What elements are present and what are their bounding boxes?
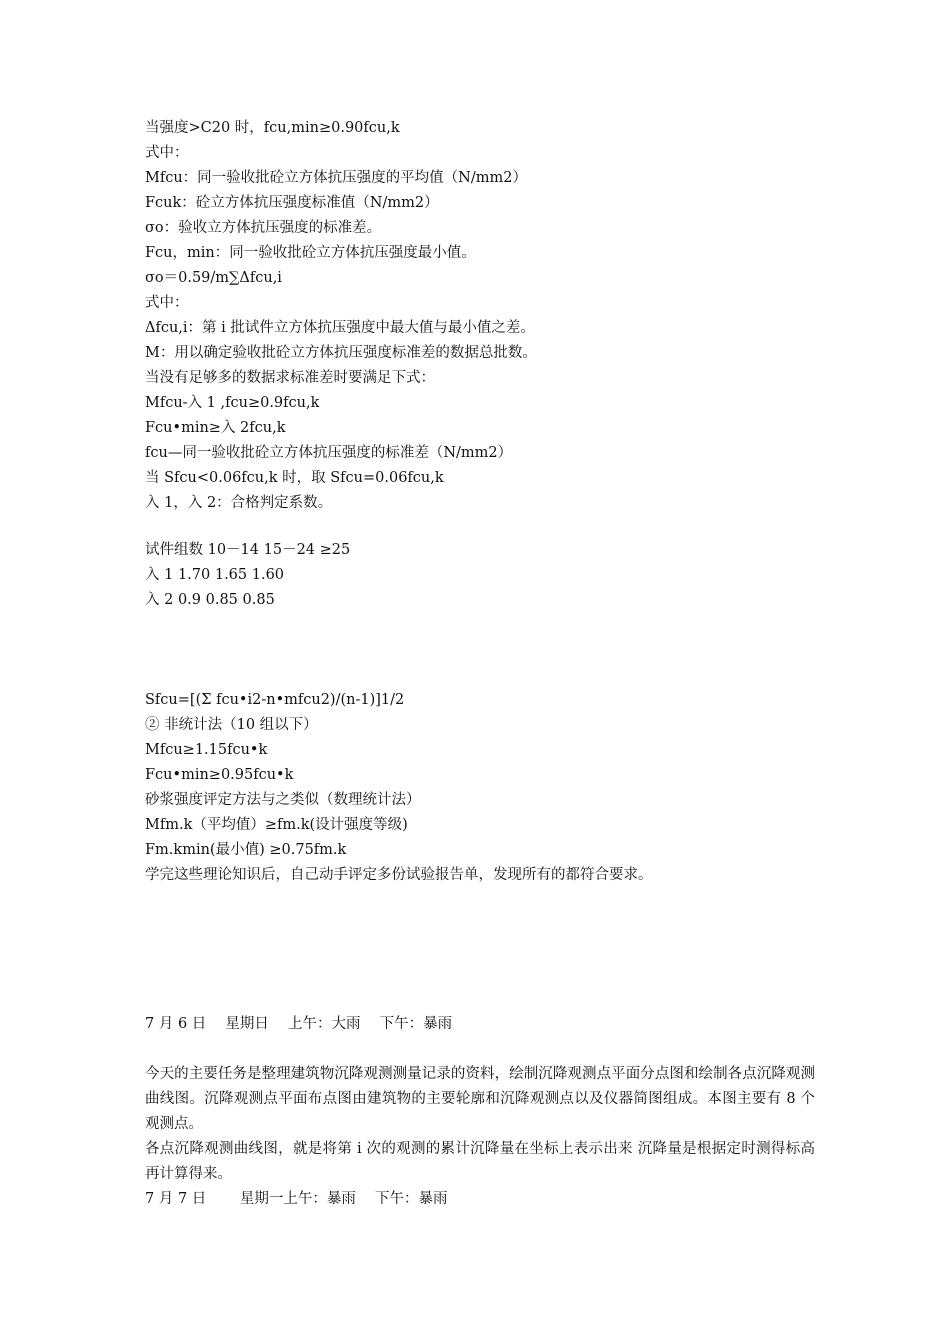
text-line: 当 Sfcu<0.06fcu,k 时，取 Sfcu=0.06fcu,k (145, 470, 444, 486)
text-line: fcu—同一验收批砼立方体抗压强度的标准差（N/mm2） (145, 445, 513, 461)
date-heading: 7 月 7 日 星期一上午：暴雨 下午：暴雨 (145, 1191, 448, 1207)
text-line: M：用以确定验收批砼立方体抗压强度标准差的数据总批数。 (145, 345, 537, 361)
text-line: 当没有足够多的数据求标准差时要满足下式： (145, 370, 435, 386)
table-row: 入 2 0.9 0.85 0.85 (145, 592, 275, 608)
paragraph: 今天的主要任务是整理建筑物沉降观测测量记录的资料，绘制沉降观测点平面分点图和绘制各点沉降观测曲线图。沉降观测点平面布点图由建筑物的主要轮廓和沉降观测点以及仪器简图组成。本图主要有 8 个观测点。 (145, 1066, 815, 1132)
text-line: 式中： (145, 295, 189, 311)
coefficient-table (145, 538, 815, 613)
text-line: σo＝0.59/m∑Δfcu,i (145, 270, 282, 286)
text-line: Fm.kmin(最小值) ≥0.75fm.k (145, 842, 347, 858)
text-line: Mfcu≥1.15fcu•k (145, 742, 268, 758)
text-line: Fcuk：砼立方体抗压强度标准值（N/mm2） (145, 195, 439, 211)
text-line: Mfcu：同一验收批砼立方体抗压强度的平均值（N/mm2） (145, 170, 527, 186)
paragraph: 各点沉降观测曲线图，就是将第 i 次的观测的累计沉降量在坐标上表示出来 沉降量是根据定时测得标高再计算得来。 (145, 1141, 815, 1182)
text-line: Fcu•min≥入 2fcu,k (145, 420, 286, 436)
table-row: 试件组数 10－14 15－24 ≥25 (145, 542, 351, 558)
text-line: 入 1，入 2：合格判定系数。 (145, 495, 333, 511)
text-line: 砂浆强度评定方法与之类似（数理统计法） (145, 792, 421, 808)
diary-entry (145, 1062, 815, 1212)
date-heading: 7 月 6 日 星期日 上午：大雨 下午：暴雨 (145, 1016, 453, 1032)
text-line: Sfcu=[(Σ fcu•i2-n•mfcu2)/(n-1)]1/2 (145, 692, 405, 708)
text-line: Fcu，min：同一验收批砼立方体抗压强度最小值。 (145, 245, 476, 261)
formula-section (145, 116, 815, 516)
table-row: 入 1 1.70 1.65 1.60 (145, 567, 285, 583)
text-line: 学完这些理论知识后，自己动手评定多份试验报告单，发现所有的都符合要求。 (145, 867, 653, 883)
text-line: Fcu•min≥0.95fcu•k (145, 767, 294, 783)
text-line: Mfm.k（平均值）≥fm.k(设计强度等级) (145, 817, 408, 833)
non-statistical-section (145, 688, 815, 888)
text-line: 当强度>C20 时，fcu,min≥0.90fcu,k (145, 120, 400, 136)
text-line: σo：验收立方体抗压强度的标准差。 (145, 220, 382, 236)
text-line: 式中： (145, 145, 189, 161)
text-line: Mfcu-入 1 ,fcu≥0.9fcu,k (145, 395, 320, 411)
text-line: Δfcu,i：第 i 批试件立方体抗压强度中最大值与最小值之差。 (145, 320, 535, 336)
diary-heading (145, 1012, 815, 1037)
text-line: ② 非统计法（10 组以下） (145, 717, 318, 733)
